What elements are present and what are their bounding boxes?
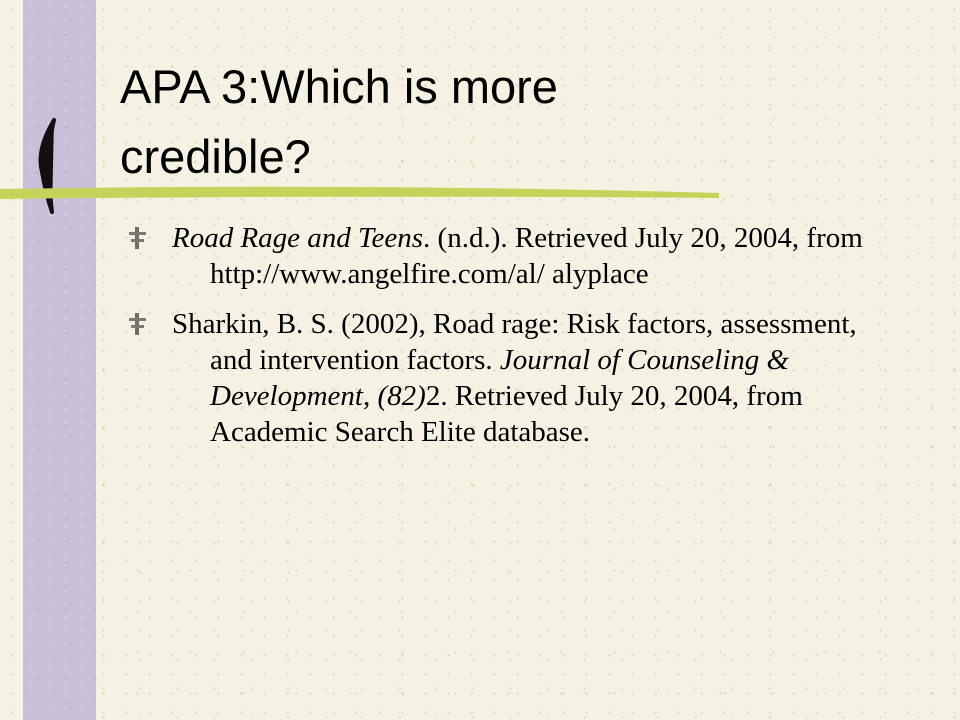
reference-list [128,220,898,464]
reference-journal: Journal of Counseling & Development [210,344,790,412]
title-line-1: APA 3:Which is more [120,60,558,113]
reference-issue: 2. Retrieved July 20, 2004, from Academic Search Elite database. [210,380,803,448]
reference-item [128,306,898,450]
reference-volume: (82) [377,380,426,412]
reference-separator: , [363,380,378,412]
reference-text [172,220,898,292]
reference-item [128,220,898,292]
pin-bullet-icon [128,312,148,336]
reference-details: . (n.d.). Retrieved July 20, 2004, from http://www.angelfire.com/al/ alyplace [210,222,863,290]
title-line-2: credible? [120,130,311,183]
pin-bullet-icon [128,226,148,250]
slide-title [120,52,558,192]
reference-lead: Sharkin, B. S. (2002), Road rage: Risk factors, assessment, and intervention factors. [172,308,857,376]
reference-text [172,306,898,450]
reference-title: Road Rage and Teens [172,222,424,254]
